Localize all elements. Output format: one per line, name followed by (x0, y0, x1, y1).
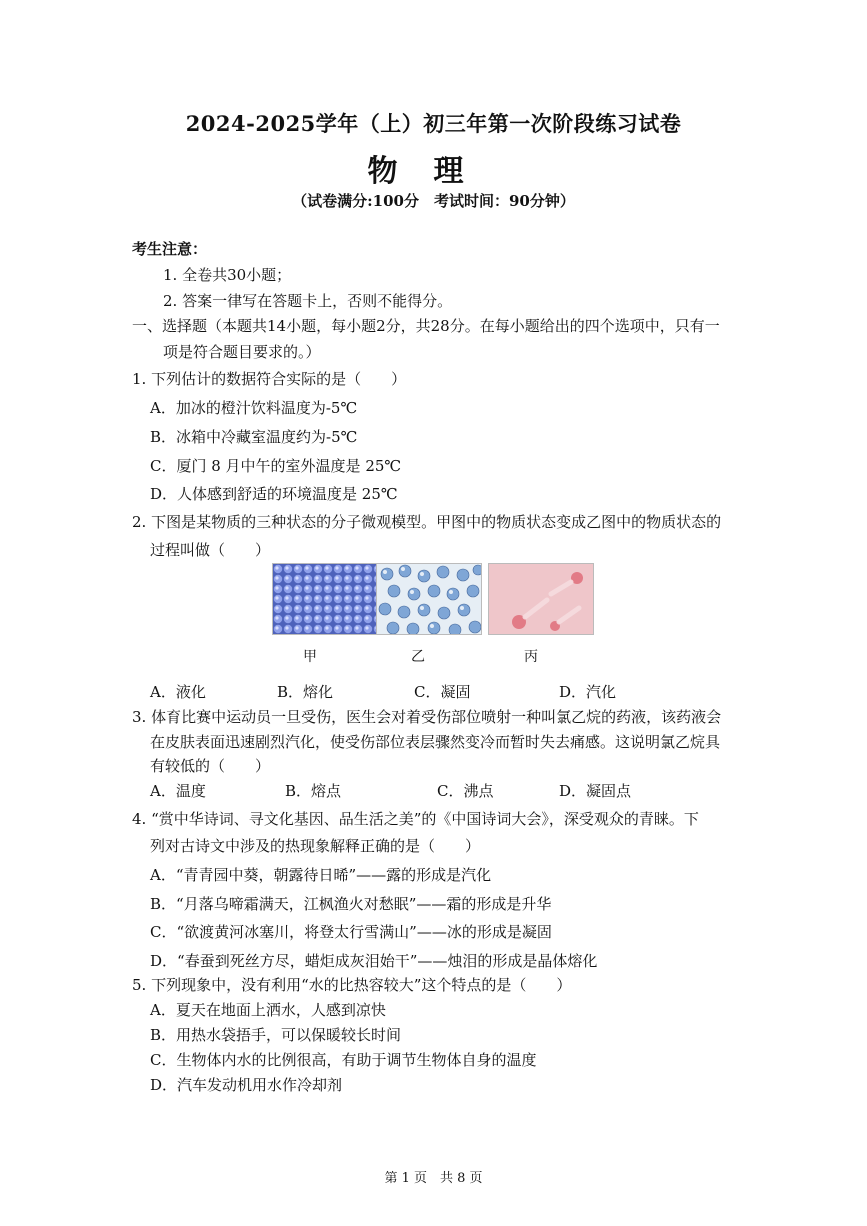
question-3-stem-cont: 有较低的（ ） (150, 757, 271, 775)
q4-option-b: B．“月落乌啼霜满天，江枫渔火对愁眠”——霜的形成是升华 (150, 895, 552, 913)
question-3-stem: 3. 体育比赛中运动员一旦受伤，医生会对着受伤部位喷射一种叫氯乙烷的药液，该药液会 (132, 708, 722, 726)
notice-item: 1. 全卷共30小题； (163, 266, 292, 284)
q5-option-c: C．生物体内水的比例很高，有助于调节生物体自身的温度 (150, 1051, 537, 1069)
q3-option-b: B．熔点 (285, 782, 342, 800)
q5-option-a: A．夏天在地面上洒水，人感到凉快 (150, 1001, 386, 1019)
q3-option-a: A．温度 (150, 782, 206, 800)
q2-option-c: C．凝固 (414, 683, 471, 701)
gas-state-figure (488, 563, 594, 635)
q5-option-d: D．汽车发动机用水作冷却剂 (150, 1076, 343, 1094)
figure-label-bing: 丙 (524, 649, 538, 665)
q3-option-d: D．凝固点 (559, 782, 632, 800)
q2-option-d: D．汽化 (559, 683, 617, 701)
q1-option-a: A．加冰的橙汁饮料温度为-5℃ (150, 399, 358, 417)
question-3-stem-cont: 在皮肤表面迅速剧烈汽化，使受伤部位表层骤然变冷而暂时失去痛感。这说明氯乙烷具 (150, 733, 721, 751)
figure-label-yi: 乙 (411, 649, 425, 665)
question-4-stem: 4. “赏中华诗词、寻文化基因、品生活之美”的《中国诗词大会》，深受观众的青睐。下 (132, 810, 699, 828)
solid-state-figure (272, 563, 378, 635)
question-5-stem: 5. 下列现象中，没有利用“水的比热容较大”这个特点的是（ ） (132, 976, 572, 994)
subject-title: 物理 (367, 154, 500, 189)
liquid-state-figure (376, 563, 482, 635)
figure-label-jia: 甲 (303, 649, 317, 665)
question-1-stem: 1. 下列估计的数据符合实际的是（ ） (132, 370, 407, 388)
q1-option-d: D．人体感到舒适的环境温度是 25℃ (150, 485, 398, 503)
question-2-stem: 2. 下图是某物质的三种状态的分子微观模型。甲图中的物质状态变成乙图中的物质状态的 (132, 513, 722, 531)
q2-option-a: A．液化 (150, 683, 206, 701)
section-heading: 一、选择题（本题共14小题，每小题2分，共28分。在每小题给出的四个选项中，只有一 (132, 317, 720, 335)
q5-option-b: B．用热水袋捂手，可以保暖较长时间 (150, 1026, 402, 1044)
page-footer: 第 1 页 共 8 页 (384, 1171, 483, 1186)
q2-option-b: B．熔化 (277, 683, 334, 701)
notice-heading: 考生注意： (132, 240, 208, 258)
exam-meta: （试卷满分:100分 考试时间：90分钟） (292, 192, 575, 210)
question-4-stem-cont: 列对古诗文中涉及的热现象解释正确的是（ ） (150, 837, 481, 855)
q1-option-c: C．厦门 8 月中午的室外温度是 25℃ (150, 457, 402, 475)
q1-option-b: B．冰箱中冷藏室温度约为-5℃ (150, 428, 358, 446)
q4-option-a: A．“青青园中葵，朝露待日晞”——露的形成是汽化 (150, 866, 492, 884)
molecular-model-figures (272, 563, 596, 637)
q4-option-d: D．“春蚕到死丝方尽，蜡炬成灰泪始干”——烛泪的形成是晶体熔化 (150, 952, 598, 970)
q4-option-c: C．“欲渡黄河冰塞川，将登太行雪满山”——冰的形成是凝固 (150, 923, 552, 941)
question-2-stem-cont: 过程叫做（ ） (150, 541, 271, 559)
q3-option-c: C．沸点 (437, 782, 494, 800)
exam-title: 2024-2025学年（上）初三年第一次阶段练习试卷 (185, 111, 682, 136)
section-heading-cont: 项是符合题目要求的。） (163, 343, 321, 361)
notice-item: 2. 答案一律写在答题卡上，否则不能得分。 (163, 292, 453, 310)
